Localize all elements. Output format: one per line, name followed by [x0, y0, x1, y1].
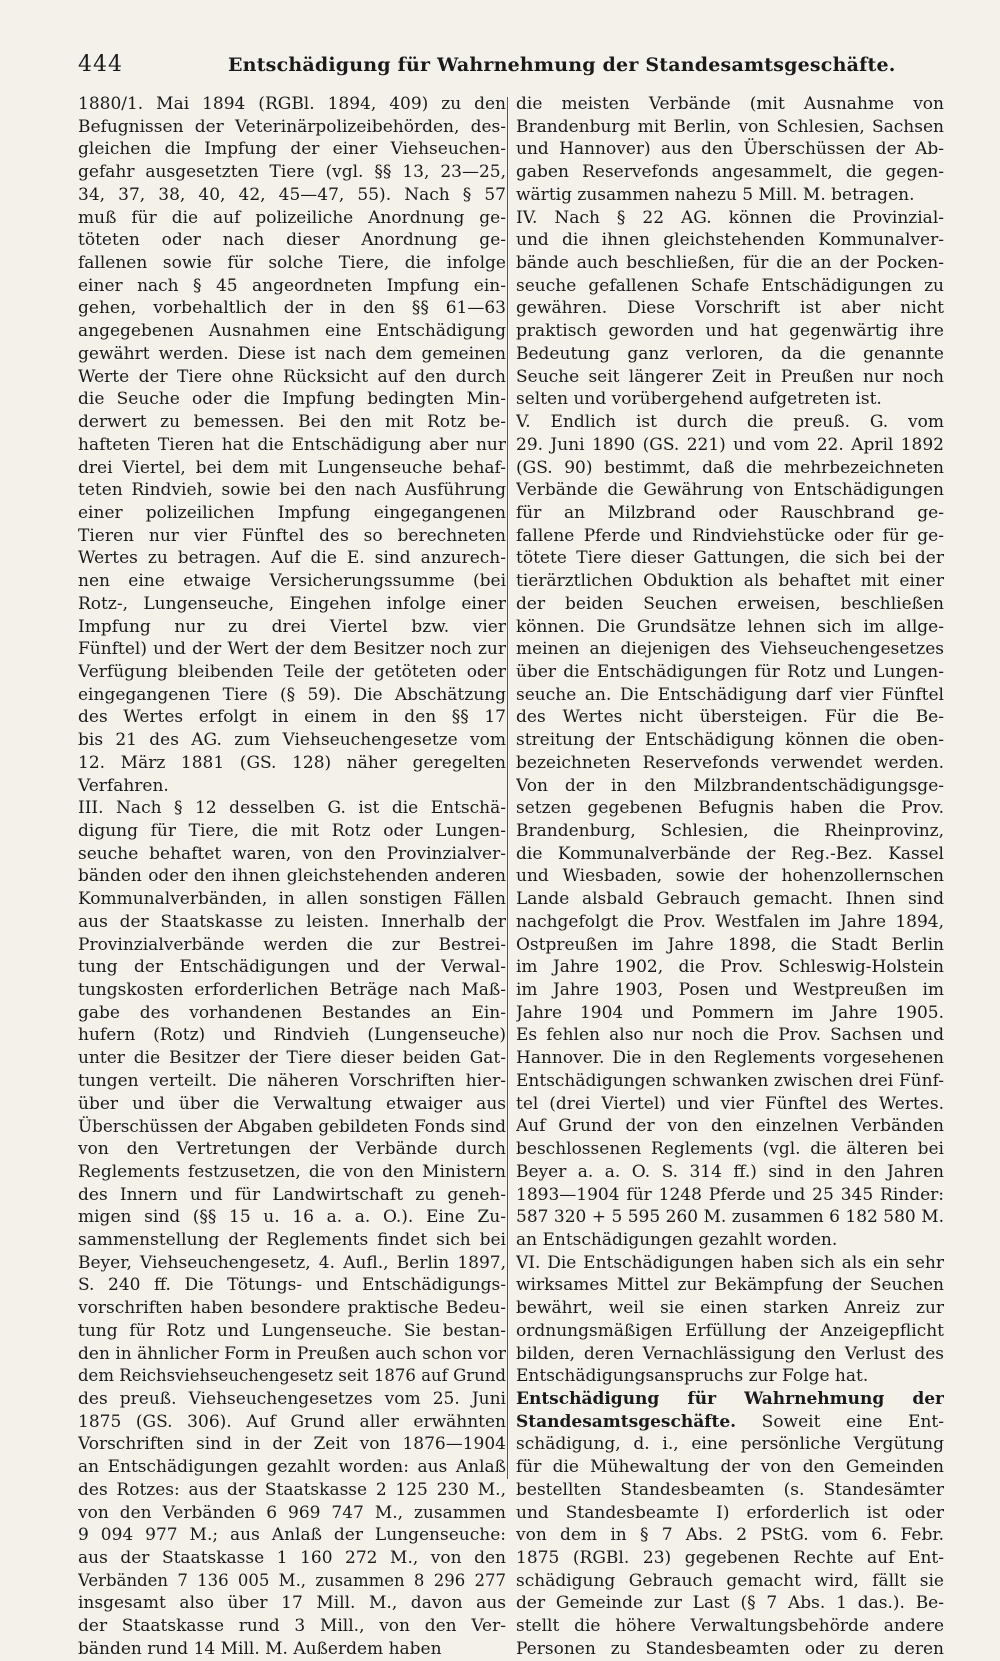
text-line: Von der in den Milzbrandentschädigungsge- [516, 775, 944, 796]
text-line: meinen an diejenigen des Viehseuchengesetzes [516, 639, 944, 660]
page-number: 444 [78, 52, 123, 77]
text-line: wärtig zusammen nahezu 5 Mill. M. betragen. [516, 184, 915, 205]
text-line: an Entschädigungen gezahlt worden. [516, 1229, 838, 1250]
text-line: des Rotzes: aus der Staatskasse 2 125 230 M., [78, 1479, 506, 1500]
text-line: nachgefolgt die Prov. Westfalen im Jahre 1894, [516, 911, 944, 932]
text-line: tötete Tiere dieser Gattungen, die sich bei der [516, 548, 944, 569]
text-line: gabe des vorhandenen Bestandes an Ein- [78, 1002, 506, 1023]
text-line: im Jahre 1903, Posen und Westpreußen im [516, 980, 944, 1001]
text-line: VI. Die Entschädigungen haben sich als ein sehr [516, 1252, 944, 1273]
text-line: seuche gefallenen Schafe Entschädigungen zu [516, 275, 944, 296]
text-line: muß für die auf polizeiliche Anordnung ge- [78, 207, 506, 228]
text-line: Lande alsbald Gebrauch gemacht. Ihnen sind [516, 889, 944, 910]
text-line: 1875 (GS. 306). Auf Grund aller erwähnten [78, 1411, 506, 1432]
text-line: von dem in § 7 Abs. 2 PStG. vom 6. Febr. [516, 1525, 944, 1546]
text-line: Entschädigungsanspruchs zur Folge hat. [516, 1366, 869, 1387]
text-line: einer polizeilichen Impfung eingegangenen [78, 502, 506, 523]
text-line: die meisten Verbände (mit Ausnahme von [516, 94, 944, 114]
text-line: tierärztlichen Obduktion als behaftet mit einer [516, 571, 944, 592]
text-line: des Wertes erfolgt in einem in den §§ 17 [78, 707, 506, 728]
text-line: Jahre 1904 und Pommern im Jahre 1905. [516, 1002, 944, 1023]
text-line: (GS. 90) bestimmt, daß die mehrbezeichneten [516, 457, 944, 478]
text-line: Kommunalverbänden, in allen sonstigen Fällen [78, 889, 506, 910]
text-line: 12. März 1881 (GS. 128) näher geregelten [78, 752, 506, 773]
text-line: Wertes zu betragen. Auf die E. sind anzurech- [78, 548, 506, 569]
text-line: teten Rindvieh, sowie bei den nach Ausführung [78, 480, 506, 501]
text-line: Beyer, Viehseuchengesetz, 4. Aufl., Berlin 1897, [78, 1252, 506, 1273]
text-line: angegebenen Ausnahmen eine Entschädigung [78, 321, 506, 342]
text-line: vorschriften haben besondere praktische Bedeu- [78, 1298, 506, 1319]
text-line: Beyer a. a. O. S. 314 ff.) sind in den Jahren [516, 1161, 944, 1182]
text-line: für an Milzbrand oder Rauschbrand ge- [516, 502, 944, 523]
text-line: 1893—1904 für 1248 Pferde und 25 345 Rinder: [516, 1184, 944, 1205]
text-line: und Wiesbaden, sowie der hohenzollernschen [516, 866, 944, 887]
text-line: bänden rund 14 Mill. M. Außerdem haben [78, 1638, 442, 1659]
text-line: hafteten Tieren hat die Entschädigung aber nur [78, 434, 506, 455]
text-line: Hannover. Die in den Reglements vorgesehenen [516, 1048, 944, 1069]
text-line: Es fehlen also nur noch die Prov. Sachsen und [516, 1025, 944, 1046]
text-line: Fünftel) und der Wert der dem Besitzer noch zur [78, 639, 506, 660]
text-line: Reglements festzusetzen, die von den Ministern [78, 1161, 506, 1182]
text-line: Verfahren. [78, 775, 169, 796]
text-line: 587 320 + 5 595 260 M. zusammen 6 182 580 M. [516, 1207, 944, 1228]
text-line: gleichen die Impfung der einer Viehseuchen- [78, 139, 506, 160]
text-line: stellt die höhere Verwaltungsbehörde andere [516, 1616, 944, 1637]
text-line: setzen gegebenen Befugnis haben die Prov. [516, 798, 944, 819]
text-line: Auf Grund der von den einzelnen Verbänden [516, 1116, 944, 1137]
text-line: Tieren nur vier Fünftel des so berechneten [78, 525, 506, 546]
text-line: praktisch geworden und hat gegenwärtig ihre [516, 321, 944, 342]
text-line: und Hannover) aus den Überschüssen der Ab- [516, 139, 944, 160]
text-line: Seuche seit längerer Zeit in Preußen nur noch [516, 366, 944, 387]
text-line: schädigung Gebrauch gemacht wird, fällt sie [516, 1570, 944, 1591]
text-line: des preuß. Viehseuchengesetzes vom 25. Juni [78, 1388, 506, 1409]
text-line: gewährt werden. Diese ist nach dem gemeinen [78, 343, 506, 364]
page-header [78, 48, 940, 88]
text-line: tel (drei Viertel) und vier Fünftel des Wertes. [516, 1093, 944, 1114]
text-line: migen sind (§§ 15 u. 16 a. a. O.). Eine Zu- [78, 1207, 506, 1228]
text-line: von den Vertretungen der Verbände durch [78, 1139, 506, 1160]
text-line: bewährt, weil sie einen starken Anreiz zur [516, 1298, 944, 1319]
text-line: insgesamt also über 17 Mill. M., davon aus [78, 1593, 506, 1614]
text-line: Verfügung bleibenden Teile der getöteten oder [78, 661, 506, 682]
left-column [78, 93, 506, 1661]
text-line: können. Die Grundsätze lehnen sich im allge- [516, 616, 944, 637]
text-line: tungskosten erforderlichen Beträge nach Maß- [78, 980, 506, 1001]
text-line: im Jahre 1902, die Prov. Schleswig-Holstein [516, 957, 944, 978]
text-line: der Gemeinde zur Last (§ 7 Abs. 1 das.). Be- [516, 1593, 944, 1614]
text-line: nen eine etwaige Versicherungssumme (bei [78, 571, 506, 592]
text-line: des Innern und für Landwirtschaft zu geneh- [78, 1184, 506, 1205]
text-line: dem Reichsviehseuchengesetz seit 1876 auf Grund [78, 1366, 506, 1386]
text-line: Impfung nur zu drei Viertel bzw. vier [78, 616, 506, 637]
text-line: unter die Besitzer der Tiere dieser beiden Gat- [78, 1048, 506, 1069]
text-line: und Standesbeamte I) erforderlich ist oder [516, 1502, 944, 1523]
text-line: 29. Juni 1890 (GS. 221) und vom 22. April 1892 [516, 434, 944, 455]
text-line: seuche behaftet waren, von den Provinzialver- [78, 843, 506, 864]
text-line: Verbänden 7 136 005 M., zusammen 8 296 277 [78, 1570, 506, 1590]
text-line: IV. Nach § 22 AG. können die Provinzial- [516, 207, 944, 228]
text-line: 9 094 977 M.; aus Anlaß der Lungenseuche: [78, 1525, 506, 1546]
text-line: schädigung, d. i., eine persönliche Vergütung [516, 1434, 944, 1455]
text-line: der Staatskasse rund 3 Mill., von den Ver- [78, 1616, 506, 1637]
text-line: gaben Reservefonds angesammelt, die gegen- [516, 162, 944, 183]
entry-heading-line [516, 1411, 944, 1434]
entry-text: Soweit eine Ent- [736, 1411, 944, 1432]
text-line: beschlossenen Reglements (vgl. die älteren bei [516, 1139, 944, 1160]
text-line: Personen zu Standesbeamten oder zu deren [516, 1638, 944, 1659]
text-line: Bedeutung ganz verloren, da die genannte [516, 343, 944, 364]
text-line: eingegangenen Tiere (§ 59). Die Abschätzung [78, 684, 506, 705]
text-line: sammenstellung der Reglements findet sich bei [78, 1229, 506, 1250]
text-line: des Wertes nicht übersteigen. Für die Be- [516, 707, 944, 728]
text-line: gehen, vorbehaltlich der in den §§ 61—63 [78, 298, 506, 319]
text-line: für die Mühewaltung der von den Gemeinden [516, 1457, 944, 1478]
text-line: Provinzialverbände werden die zur Bestrei- [78, 934, 506, 955]
text-line: seuche an. Die Entschädigung darf vier Fünftel [516, 684, 944, 705]
text-line: aus der Staatskasse 1 160 272 M., von den [78, 1548, 506, 1568]
entry-heading-line: Entschädigung für Wahrnehmung der [516, 1388, 944, 1409]
text-line: von den Verbänden 6 969 747 M., zusammen [78, 1502, 506, 1523]
text-line: gefahr ausgesetzten Tiere (vgl. §§ 13, 23—25, [78, 162, 506, 183]
text-line: den in ähnlicher Form in Preußen auch schon vor [78, 1343, 506, 1364]
text-line: Brandenburg mit Berlin, von Schlesien, Sachsen [516, 116, 944, 137]
text-line: bestellten Standesbeamten (s. Standesämter [516, 1479, 944, 1500]
text-line: töteten oder nach dieser Anordnung ge- [78, 230, 506, 251]
text-line: V. Endlich ist durch die preuß. G. vom [516, 412, 944, 433]
text-line: die Kommunalverbände der Reg.-Bez. Kassel [516, 843, 944, 864]
text-line: Vorschriften sind in der Zeit von 1876—1904 [78, 1434, 506, 1455]
text-line: einer nach § 45 angeordneten Impfung ein- [78, 275, 506, 296]
text-line: 1880/1. Mai 1894 (RGBl. 1894, 409) zu den [78, 94, 506, 114]
text-line: aus der Staatskasse zu leisten. Innerhalb der [78, 911, 506, 932]
text-line: Brandenburg, Schlesien, die Rheinprovinz, [516, 821, 944, 841]
text-line: tung für Rotz und Lungenseuche. Sie bestan- [78, 1320, 506, 1341]
text-line: Rotz-, Lungenseuche, Eingehen infolge einer [78, 593, 506, 614]
text-line: fallenen sowie für solche Tiere, die infolge [78, 253, 506, 274]
text-line: bänden oder den ihnen gleichstehenden anderen [78, 866, 506, 887]
text-line: bis 21 des AG. zum Viehseuchengesetze vom [78, 730, 506, 751]
text-line: wirksames Mittel zur Bekämpfung der Seuchen [516, 1275, 944, 1296]
text-line: über und über die Verwaltung etwaiger aus [78, 1093, 506, 1114]
text-line: 34, 37, 38, 40, 42, 45—47, 55). Nach § 57 [78, 184, 506, 205]
text-line: S. 240 ff. Die Tötungs- und Entschädigungs- [78, 1275, 506, 1296]
text-line: Werte der Tiere ohne Rücksicht auf den durch [78, 366, 506, 387]
column-rule [507, 97, 508, 1479]
text-line: hufern (Rotz) und Rindvieh (Lungenseuche) [78, 1025, 506, 1046]
right-column [516, 93, 944, 1661]
text-line: tung der Entschädigungen und der Verwal- [78, 957, 506, 978]
text-line: der beiden Seuchen erweisen, beschließen [516, 593, 944, 614]
text-line: die Seuche oder die Impfung bedingten Min- [78, 389, 506, 410]
text-line: III. Nach § 12 desselben G. ist die Entschä- [78, 798, 506, 819]
text-line: Überschüssen der Abgaben gebildeten Fonds sind [78, 1116, 506, 1137]
text-line: Verbände die Gewährung von Entschädigungen [516, 480, 944, 501]
text-line: bände auch beschließen, für die an der Pocken- [516, 253, 944, 274]
text-line: Befugnissen der Veterinärpolizeibehörden, des- [78, 116, 506, 137]
running-head: Entschädigung für Wahrnehmung der Standesamtsgeschäfte. [228, 54, 896, 76]
text-line: Ostpreußen im Jahre 1898, die Stadt Berlin [516, 934, 944, 955]
text-line: und die ihnen gleichstehenden Kommunalver- [516, 230, 944, 251]
text-line: bezeichneten Reservefonds verwendet werden. [516, 752, 944, 773]
text-line: 1875 (RGBl. 23) gegebenen Rechte auf Ent- [516, 1548, 944, 1568]
text-line: ordnungsmäßigen Erfüllung der Anzeigepflicht [516, 1320, 944, 1341]
text-line: tungen verteilt. Die näheren Vorschriften hier- [78, 1070, 506, 1091]
text-line: fallene Pferde und Rindviehstücke oder für ge- [516, 525, 944, 546]
text-line: selten und vorübergehend aufgetreten ist. [516, 389, 882, 410]
text-line: streitung der Entschädigung können die oben- [516, 730, 944, 751]
text-line: digung für Tiere, die mit Rotz oder Lungen- [78, 821, 506, 841]
text-line: an Entschädigungen gezahlt worden: aus Anlaß [78, 1457, 506, 1478]
text-line: gewähren. Diese Vorschrift ist aber nicht [516, 298, 944, 319]
text-line: über die Entschädigungen für Rotz und Lungen- [516, 661, 944, 682]
text-line: drei Viertel, bei dem mit Lungenseuche behaf- [78, 457, 506, 478]
entry-heading-term: Standesamtsgeschäfte. [516, 1411, 737, 1432]
text-line: bilden, deren Vernachlässigung den Verlust des [516, 1343, 944, 1364]
text-line: derwert zu bemessen. Bei den mit Rotz be- [78, 412, 506, 433]
text-line: Entschädigungen schwanken zwischen drei Fünf- [516, 1070, 944, 1091]
